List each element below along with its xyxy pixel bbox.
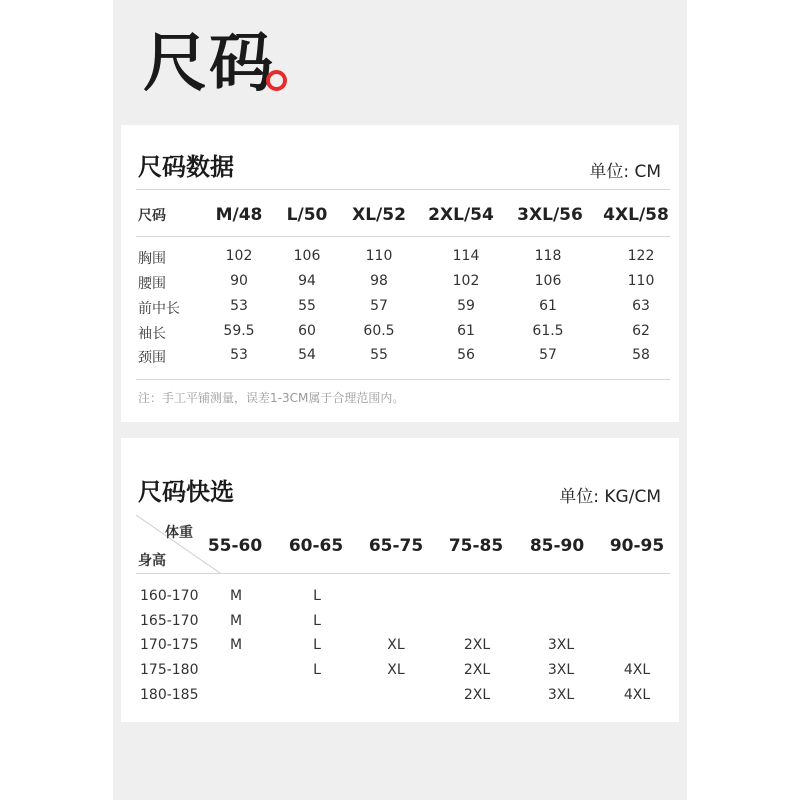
size-header: XL/52 bbox=[352, 205, 406, 225]
size-header-label: 尺码 bbox=[138, 208, 166, 224]
size-cell: L bbox=[313, 662, 321, 678]
table-cell: 56 bbox=[457, 347, 475, 363]
size-data-title: 尺码数据 bbox=[138, 153, 234, 181]
table-cell: 55 bbox=[298, 298, 316, 314]
table-cell: 57 bbox=[370, 298, 388, 314]
table-cell: 102 bbox=[452, 273, 480, 289]
size-header: L/50 bbox=[286, 205, 328, 225]
table-cell: 53 bbox=[230, 347, 248, 363]
size-cell: M bbox=[229, 588, 243, 604]
size-header: M/48 bbox=[215, 205, 263, 225]
table-cell: 59.5 bbox=[223, 323, 255, 339]
table-cell: 59 bbox=[457, 298, 475, 314]
accent-dot-icon bbox=[266, 70, 287, 91]
table-cell: 53 bbox=[230, 298, 248, 314]
size-cell: 2XL bbox=[463, 687, 491, 703]
height-axis-label: 身高 bbox=[138, 553, 166, 569]
size-cell: L bbox=[313, 637, 321, 653]
size-cell: XL bbox=[387, 662, 405, 678]
table-cell: 61 bbox=[457, 323, 475, 339]
weight-header: 55-60 bbox=[207, 536, 263, 556]
measurement-note: 注：手工平铺测量，误差1-3CM属于合理范围内。 bbox=[138, 391, 405, 405]
size-cell: M bbox=[229, 637, 243, 653]
table-cell: 110 bbox=[627, 273, 655, 289]
weight-axis-label: 体重 bbox=[165, 525, 193, 541]
table-cell: 54 bbox=[298, 347, 316, 363]
page-title: 尺码 bbox=[143, 27, 275, 101]
table-cell: 90 bbox=[230, 273, 248, 289]
size-cell: 2XL bbox=[463, 662, 491, 678]
size-cell: XL bbox=[387, 637, 405, 653]
table-cell: 63 bbox=[632, 298, 650, 314]
size-cell: 3XL bbox=[547, 687, 575, 703]
size-header: 2XL/54 bbox=[428, 205, 494, 225]
table-cell: 58 bbox=[632, 347, 650, 363]
table-cell: 102 bbox=[225, 248, 253, 264]
table-cell: 106 bbox=[293, 248, 321, 264]
measure-label: 胸围 bbox=[138, 251, 166, 267]
quick-select-card bbox=[121, 438, 679, 722]
table-cell: 60 bbox=[298, 323, 316, 339]
table-cell: 118 bbox=[534, 248, 562, 264]
height-label: 165-170 bbox=[140, 613, 199, 629]
size-data-card bbox=[121, 125, 679, 422]
divider bbox=[136, 236, 670, 237]
size-header: 3XL/56 bbox=[517, 205, 583, 225]
table-cell: 61.5 bbox=[532, 323, 564, 339]
quick-select-unit: 单位: KG/CM bbox=[559, 487, 661, 507]
table-cell: 61 bbox=[539, 298, 557, 314]
divider bbox=[136, 379, 670, 380]
table-cell: 106 bbox=[534, 273, 562, 289]
size-cell: 3XL bbox=[547, 637, 575, 653]
size-cell: M bbox=[229, 613, 243, 629]
measure-label: 腰围 bbox=[138, 276, 166, 292]
height-label: 180-185 bbox=[140, 687, 199, 703]
table-cell: 110 bbox=[365, 248, 393, 264]
table-cell: 94 bbox=[298, 273, 316, 289]
table-cell: 57 bbox=[539, 347, 557, 363]
size-cell: 2XL bbox=[463, 637, 491, 653]
measure-label: 袖长 bbox=[138, 326, 166, 342]
size-header: 4XL/58 bbox=[603, 205, 669, 225]
height-label: 170-175 bbox=[140, 637, 199, 653]
table-cell: 60.5 bbox=[363, 323, 395, 339]
weight-header: 90-95 bbox=[609, 536, 665, 556]
measure-label: 前中长 bbox=[138, 301, 180, 317]
table-cell: 98 bbox=[370, 273, 388, 289]
weight-header: 85-90 bbox=[529, 536, 585, 556]
weight-header: 65-75 bbox=[368, 536, 424, 556]
size-cell: L bbox=[313, 588, 321, 604]
height-label: 175-180 bbox=[140, 662, 199, 678]
divider bbox=[136, 189, 670, 190]
table-cell: 114 bbox=[452, 248, 480, 264]
measure-label: 颈围 bbox=[138, 350, 166, 366]
table-cell: 62 bbox=[632, 323, 650, 339]
size-cell: 3XL bbox=[547, 662, 575, 678]
size-cell: L bbox=[313, 613, 321, 629]
table-cell: 55 bbox=[370, 347, 388, 363]
table-cell: 122 bbox=[627, 248, 655, 264]
divider bbox=[136, 573, 670, 574]
size-cell: 4XL bbox=[623, 662, 651, 678]
size-data-unit: 单位: CM bbox=[589, 162, 661, 182]
height-label: 160-170 bbox=[140, 588, 199, 604]
weight-header: 75-85 bbox=[448, 536, 504, 556]
size-cell: 4XL bbox=[623, 687, 651, 703]
quick-select-title: 尺码快选 bbox=[138, 478, 234, 506]
weight-header: 60-65 bbox=[288, 536, 344, 556]
